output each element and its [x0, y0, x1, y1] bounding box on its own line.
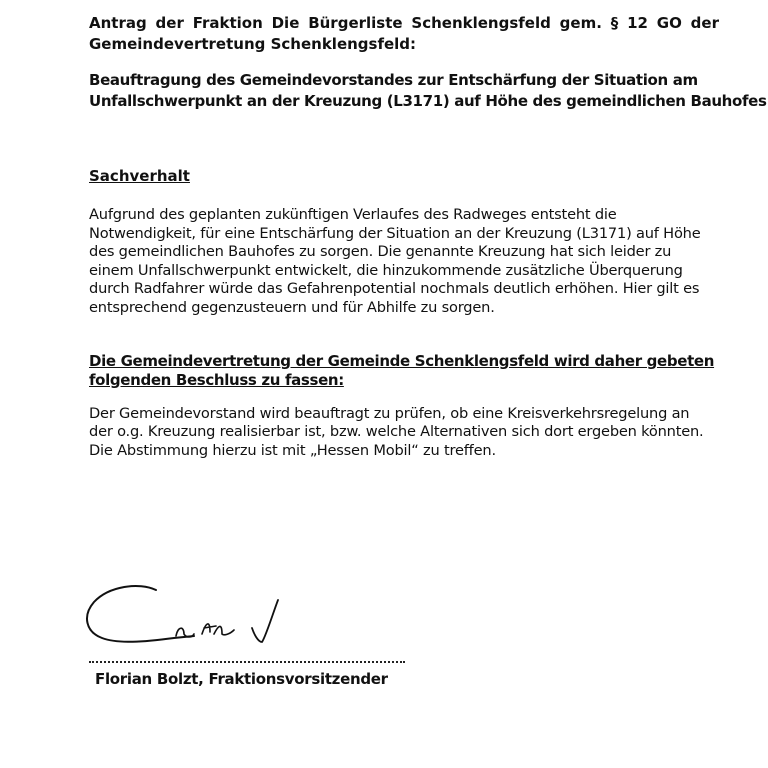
signer-name: Florian Bolzt, Fraktionsvorsitzender — [95, 670, 388, 688]
facts-line: durch Radfahrer würde das Gefahrenpotential nochmals deutlich erhöhen. Hier gilt es — [89, 280, 700, 298]
motion-header-line-1: Antrag der Fraktion Die Bürgerliste Schenklengsfeld gem. § 12 GO der — [89, 14, 719, 32]
facts-line: entsprechend gegenzusteuern und für Abhilfe zu sorgen. — [89, 298, 495, 316]
facts-line: Notwendigkeit, für eine Entschärfung der Situation an der Kreuzung (L3171) auf Höhe — [89, 224, 701, 242]
facts-heading: Sachverhalt — [89, 167, 190, 185]
signature-dotted-line — [89, 661, 405, 663]
motion-subject — [89, 70, 767, 112]
handwritten-signature — [84, 576, 284, 656]
resolution-heading — [89, 352, 714, 390]
facts-line: des gemeindlichen Bauhofes zu sorgen. Die genannte Kreuzung hat sich leider zu — [89, 243, 672, 261]
resolution-paragraph — [89, 405, 704, 460]
motion-subject-line-2: Unfallschwerpunkt an der Kreuzung (L3171) auf Höhe des gemeindlichen Bauhofes — [89, 92, 767, 110]
resolution-heading-line-2: folgenden Beschluss zu fassen: — [89, 371, 344, 389]
resolution-heading-line-1: Die Gemeindevertretung der Gemeinde Schenklengsfeld wird daher gebeten — [89, 352, 715, 370]
motion-header-line-2: Gemeindevertretung Schenklengsfeld: — [89, 35, 417, 53]
resolution-line: der o.g. Kreuzung realisierbar ist, bzw. welche Alternativen sich dort ergeben könnten. — [89, 423, 704, 441]
facts-line: einem Unfallschwerpunkt entwickelt, die hinzukommende zusätzliche Überquerung — [89, 261, 683, 279]
facts-paragraph — [89, 206, 701, 318]
resolution-line: Der Gemeindevorstand wird beauftragt zu prüfen, ob eine Kreisverkehrsregelung an — [89, 405, 690, 422]
facts-line: Aufgrund des geplanten zukünftigen Verlaufes des Radweges entsteht die — [89, 206, 617, 223]
resolution-line: Die Abstimmung hierzu ist mit „Hessen Mobil“ zu treffen. — [89, 441, 496, 459]
motion-subject-line-1: Beauftragung des Gemeindevorstandes zur Entschärfung der Situation am — [89, 71, 698, 89]
